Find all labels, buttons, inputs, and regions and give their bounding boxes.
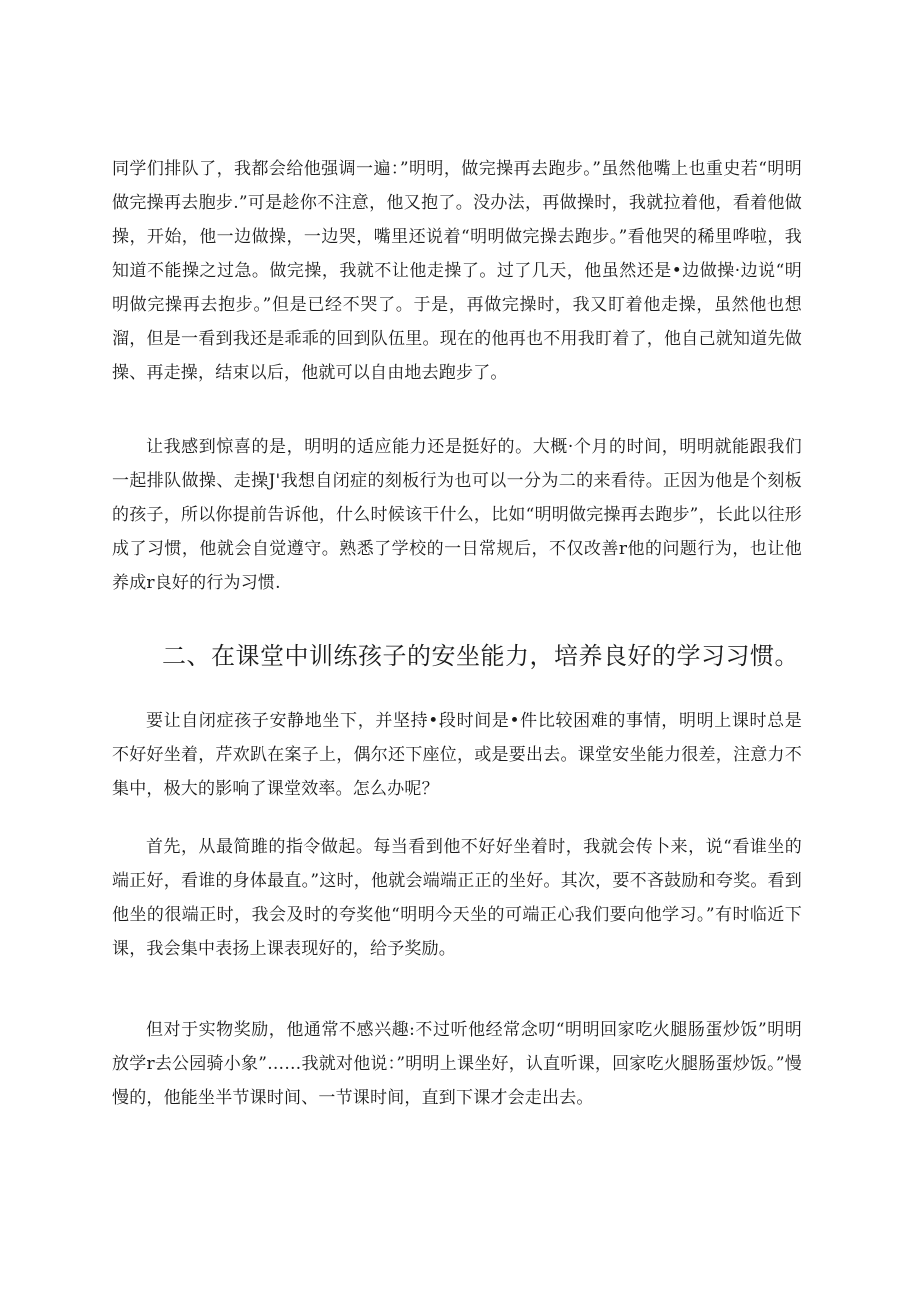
paragraph-5: 但对于实物奖励，他通常不感兴趣:不过听他经常念叨“明明回家吃火腿肠蛋炒饭”明明放学r去公园骑小象”……我就对他说：”明明上课坐好，认直听课，回家吃火腿肠蛋炒饭。”慢慢的，他能坐半节课时间、一节课时间，直到下课才会走出去。 <box>112 1020 802 1108</box>
paragraph-4: 首先，从最简雎的指令做起。每当看到他不好好坐着时，我就会传卜来，说“看谁坐的端正好，看谁的身体最直。”这时，他就会端端正正的坐好。其次，要不吝鼓励和夸奖。看到他坐的很端正时，我会及时的夸奖他“明明今天坐的可端正心我们要向他学习。”有时临近下课，我会集中表扬上课表现好的，给予奖励。 <box>112 837 802 959</box>
paragraph-2: 让我感到惊喜的是，明明的适应能力还是挺好的。大概·个月的时间，明明就能跟我们一起排队做操、走操J'我想自闭症的刻板行为也可以一分为二的来看待。正因为他是个刻板的孩子，所以你提前告诉他，什么时候该干什么，比如“明明做完操再去跑步”，长此以往形成了习惯，他就会自觉遵守。熟悉了学校的一日常规后，不仅改善r他的问题行为，也让他养成r良好的行为习惯. <box>112 437 802 593</box>
paragraph-1: 同学们排队了，我都会给他强调一遍：”明明，做完操再去跑步。”虽然他嘴上也重史若“明明做完操再去胞步.”可是趁你不注意，他又抱了。没办法，再做操时，我就拉着他，看着他做操，开始，他一边做操，一边哭，嘴里还说着“明明做完操去跑步。”看他哭的稀里哗啦，我知道不能操之过急。做完操，我就不让他走操了。过了几天，他虽然还是•边做操·边说“明明做完操再去抱步。”但是已经不哭了。于是，再做完操时，我又盯着他走操，虽然他也想溜，但是一看到我还是乖乖的回到队伍里。现在的他再也不用我盯着了，他自己就知道先做操、再走操，结束以后，他就可以自由地去跑步了。 <box>112 159 802 383</box>
section-heading: 二、在课堂中训练孩子的安坐能力，培养良好的学习习惯。 <box>162 642 799 670</box>
paragraph-3: 要让自闭症孩子安静地坐下，并坚持•段时间是•件比较困难的事情，明明上课时总是不好好坐着，芹欢趴在案子上，偶尔还下座位，或是要出去。课堂安坐能力很差，注意力不集中，极大的影响了课堂效率。怎么办呢？ <box>112 711 802 799</box>
